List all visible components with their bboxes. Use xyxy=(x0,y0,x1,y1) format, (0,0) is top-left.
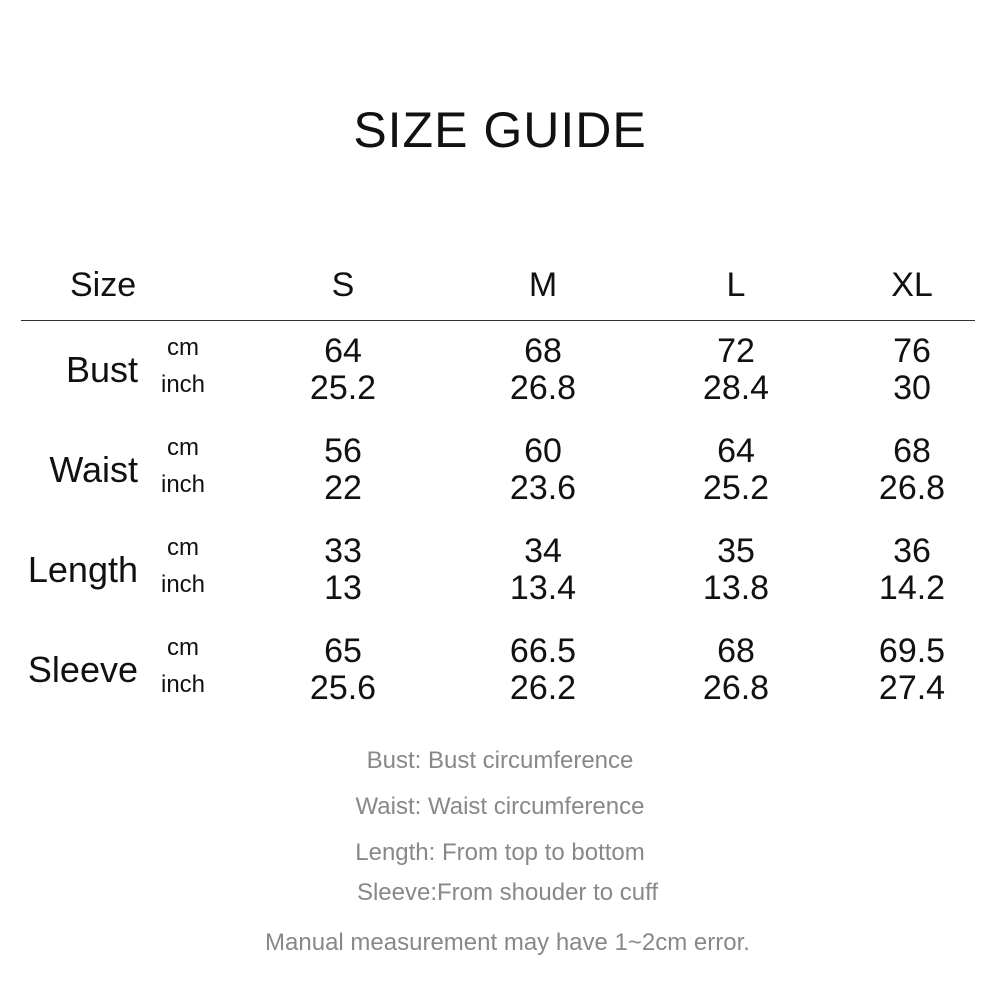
table-cell: 60 23.6 xyxy=(509,432,577,507)
note-bust: Bust: Bust circumference xyxy=(366,747,634,774)
note-sleeve: Sleeve:From shouder to cuff xyxy=(356,879,659,906)
row-label: Length xyxy=(27,549,138,590)
unit-inch-label: inch xyxy=(160,671,206,698)
table-cell: 64 25.2 xyxy=(702,432,770,507)
table-cell: 68 26.8 xyxy=(878,432,946,507)
table-cell: 65 25.6 xyxy=(309,632,377,707)
unit-cm-label: cm xyxy=(167,534,199,561)
unit-inch-label: inch xyxy=(160,571,206,598)
table-cell: 56 22 xyxy=(324,432,362,507)
size-header-xl: XL xyxy=(891,266,933,304)
unit-cm-label: cm xyxy=(167,334,199,361)
table-cell: 69.5 27.4 xyxy=(878,632,946,707)
table-row-waist xyxy=(0,433,1000,513)
table-cell: 35 13.8 xyxy=(702,532,770,607)
size-header-m: M xyxy=(528,266,558,304)
unit-inch-label: inch xyxy=(160,371,206,398)
table-cell: 72 28.4 xyxy=(702,332,770,407)
size-column-header: Size xyxy=(70,266,137,304)
table-cell: 64 25.2 xyxy=(309,332,377,407)
header-divider xyxy=(21,320,975,321)
note-length: Length: From top to bottom xyxy=(355,839,645,866)
size-header-l: L xyxy=(726,266,746,304)
unit-cm-label: cm xyxy=(167,434,199,461)
measurement-disclaimer: Manual measurement may have 1~2cm error. xyxy=(265,929,750,956)
table-cell: 66.5 26.2 xyxy=(509,632,577,707)
note-waist: Waist: Waist circumference xyxy=(355,793,645,820)
table-row-length xyxy=(0,533,1000,613)
table-cell: 34 13.4 xyxy=(509,532,577,607)
size-header-s: S xyxy=(331,266,355,304)
table-cell: 68 26.8 xyxy=(509,332,577,407)
table-row-bust xyxy=(0,333,1000,413)
unit-cm-label: cm xyxy=(167,634,199,661)
table-cell: 76 30 xyxy=(893,332,931,407)
row-label: Sleeve xyxy=(27,649,138,690)
table-row-sleeve xyxy=(0,633,1000,713)
unit-inch-label: inch xyxy=(160,471,206,498)
page-title: SIZE GUIDE xyxy=(353,102,647,158)
row-label: Waist xyxy=(49,449,138,490)
table-cell: 68 26.8 xyxy=(702,632,770,707)
row-label: Bust xyxy=(65,349,138,390)
table-cell: 36 14.2 xyxy=(878,532,946,607)
table-cell: 33 13 xyxy=(324,532,362,607)
